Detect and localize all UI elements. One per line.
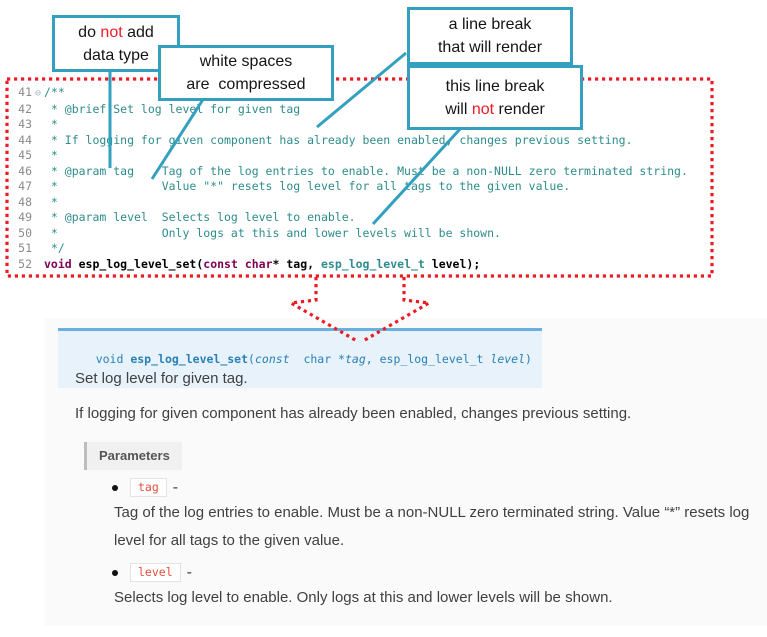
parameters-heading: Parameters <box>84 442 182 470</box>
doc-brief: Set log level for given tag. <box>75 370 248 387</box>
code-token: * tag, <box>272 256 321 271</box>
line-number: 41 <box>18 85 32 99</box>
code-text <box>44 117 58 133</box>
signature-segment: ) <box>525 352 532 366</box>
code-text <box>44 226 501 242</box>
callout-text-segment: data type <box>83 46 149 64</box>
code-line <box>10 257 688 273</box>
code-text <box>44 210 356 226</box>
code-token: * <box>44 194 58 209</box>
line-number: 47 <box>18 179 32 193</box>
code-text <box>44 179 570 195</box>
line-number: 50 <box>18 225 32 240</box>
callout-text-segment: render <box>494 100 545 118</box>
callout-text-line <box>83 44 149 67</box>
code-text <box>44 257 480 273</box>
signature-segment: void <box>95 352 131 366</box>
code-token: * <box>44 148 58 162</box>
callout-text-segment: not <box>471 100 495 118</box>
param-row <box>112 478 762 497</box>
code-token <box>238 257 245 271</box>
line-number: 43 <box>18 117 32 131</box>
code-text <box>44 164 688 180</box>
code-line <box>10 179 688 195</box>
callout-text-line <box>446 75 545 98</box>
param-name-chip: tag <box>130 478 167 497</box>
callout-text-segment: will <box>445 100 472 118</box>
callout-text-segment: add <box>122 23 154 41</box>
code-line <box>10 85 688 102</box>
code-line <box>10 133 688 149</box>
callout-text-line <box>78 21 154 44</box>
code-line <box>10 195 688 211</box>
code-editor <box>10 85 688 272</box>
code-lines <box>10 85 688 272</box>
param-dash: - <box>186 563 192 581</box>
callout-line-break-not-render <box>407 65 583 130</box>
code-line <box>10 226 688 242</box>
line-number: 42 <box>18 101 32 116</box>
line-number: 44 <box>18 132 32 147</box>
signature-segment: level <box>490 352 526 366</box>
code-token: const <box>203 256 238 271</box>
callout-text-segment: are compressed <box>186 76 306 93</box>
code-line <box>10 210 688 226</box>
line-number: 48 <box>18 194 32 209</box>
callout-text-line <box>186 73 305 96</box>
code-line <box>10 148 688 164</box>
code-token: * @brief Set log level for given tag <box>44 101 301 116</box>
callout-line-break-renders <box>407 7 573 65</box>
fold-marker-icon[interactable]: ⊖ <box>34 88 42 99</box>
code-line <box>10 102 688 118</box>
callout-text-segment: white spaces <box>199 53 293 70</box>
code-text <box>44 241 65 257</box>
code-token: void <box>44 256 72 271</box>
code-line <box>10 164 688 180</box>
callout-text-segment: do <box>78 23 101 41</box>
signature-segment: , <box>365 352 380 366</box>
bullet-icon <box>112 570 118 576</box>
param-row <box>112 563 762 582</box>
param-description: Selects log level to enable. Only logs at this and lower levels will be shown. <box>114 589 613 606</box>
code-token: * Only logs at this and lower levels will be shown. <box>44 225 501 240</box>
param-list <box>112 478 762 620</box>
code-text <box>44 148 58 164</box>
line-number: 45 <box>18 148 32 162</box>
callout-text-segment: this line break <box>445 77 545 95</box>
code-token: * <box>44 117 58 131</box>
signature-segment: esp_log_level_set <box>130 352 249 366</box>
code-token: char <box>244 256 273 271</box>
callout-text-line <box>449 13 532 36</box>
code-token: * @param tag Tag of the log entries to enable. Must be a non-NULL zero terminated string. <box>44 163 688 178</box>
signature-segment: char * <box>289 352 345 366</box>
callout-white-spaces-compressed <box>158 45 334 101</box>
param-item <box>112 563 762 612</box>
callout-text-segment: that will render <box>437 39 543 56</box>
line-number: 52 <box>18 256 32 271</box>
code-text <box>44 133 633 149</box>
line-number: 46 <box>18 163 32 178</box>
signature-segment: tag <box>344 352 366 366</box>
code-token: /** <box>44 85 65 99</box>
code-token: */ <box>44 241 65 255</box>
rendered-doc-panel <box>45 318 767 626</box>
param-description: Tag of the log entries to enable. Must be a non-NULL zero terminated string. Value “*” resets log level for all tags to the given value. <box>114 504 750 549</box>
code-text <box>44 195 58 211</box>
code-token: * @param level Selects log level to enable. <box>44 210 356 224</box>
code-line <box>10 241 688 257</box>
signature-text <box>96 352 532 366</box>
callout-text-line <box>438 36 542 59</box>
callout-text-segment: not <box>100 23 123 41</box>
bullet-icon <box>112 485 118 491</box>
code-token: * If logging for given component has already been enabled, changes previous setting. <box>44 132 633 147</box>
code-token: esp_log_level_set( <box>71 256 204 271</box>
param-name-chip: level <box>130 563 181 582</box>
code-text <box>44 102 300 118</box>
code-token: level); <box>424 256 481 271</box>
signature-segment: ( <box>248 352 255 366</box>
callout-text-line <box>445 98 545 121</box>
code-line <box>10 117 688 133</box>
callout-text-segment: a line break <box>448 16 532 33</box>
callout-text-line <box>200 50 293 73</box>
param-item <box>112 478 762 555</box>
line-number: 51 <box>18 241 32 255</box>
param-dash: - <box>172 478 179 496</box>
signature-segment: esp_log_level_t <box>379 352 491 366</box>
code-text <box>44 85 65 101</box>
line-number: 49 <box>18 210 32 224</box>
doc-description: If logging for given component has already been enabled, changes previous setting. <box>75 405 632 422</box>
code-token: * Value "*" resets log level for all tags to the given value. <box>44 179 571 193</box>
code-token: esp_log_level_t <box>321 256 425 271</box>
signature-segment: const <box>254 352 290 366</box>
